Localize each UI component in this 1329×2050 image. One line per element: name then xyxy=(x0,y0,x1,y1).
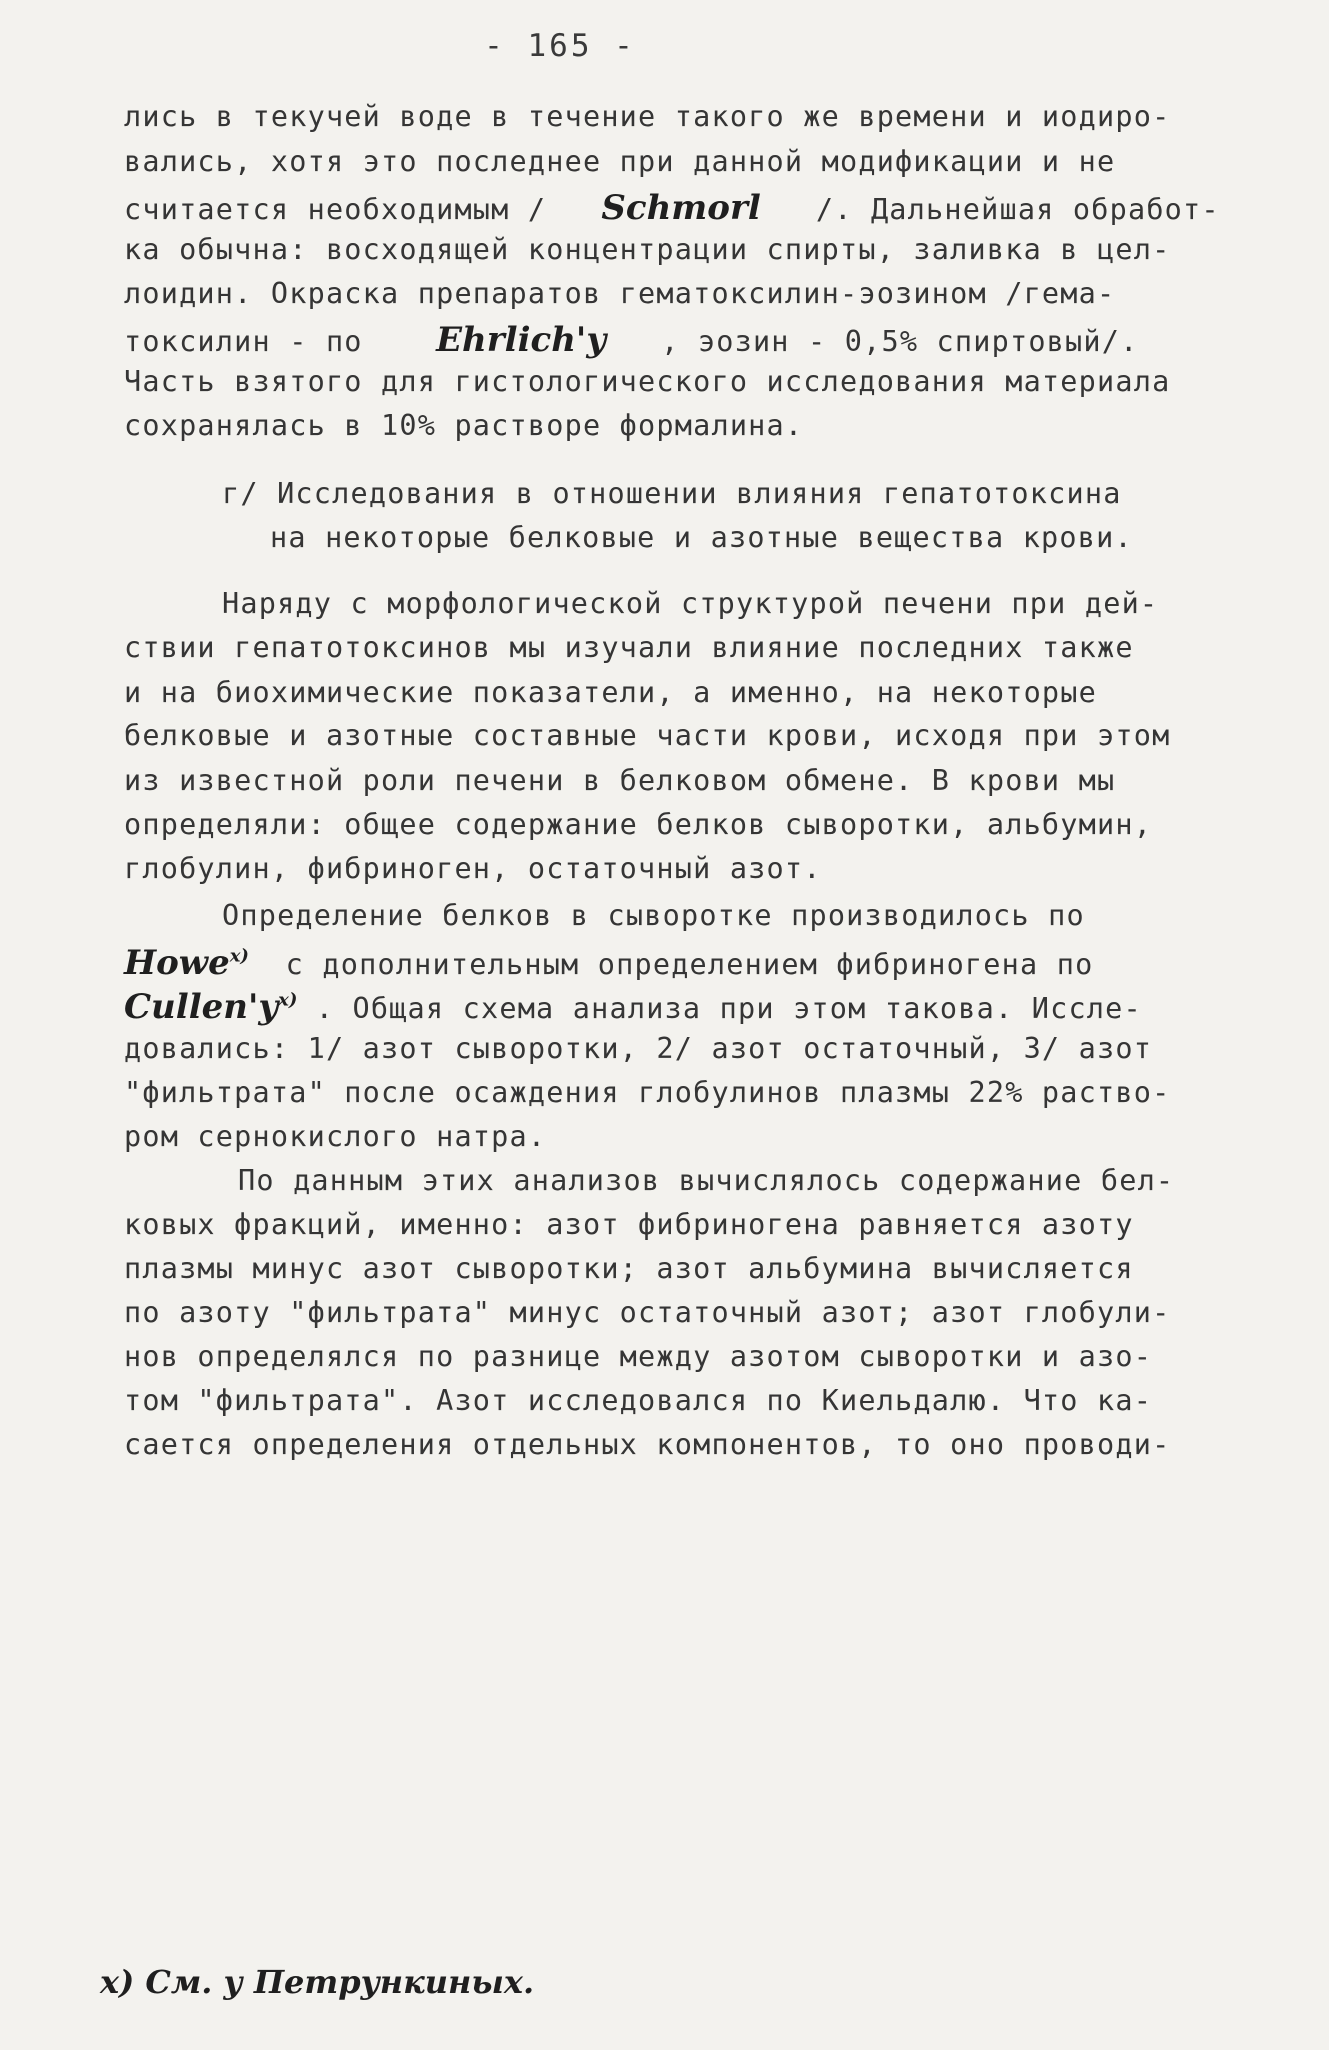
handwritten-howe: Howe$^{x)}$ xyxy=(124,943,249,983)
text-line: плазмы минус азот сыворотки; азот альбумина вычисляется xyxy=(124,1252,1134,1285)
text-line: том "фильтрата". Азот исследовался по Киельдалю. Что ка- xyxy=(124,1384,1153,1417)
text-fragment: /. Дальнейшая обработ- xyxy=(815,193,1220,226)
text-line xyxy=(124,943,1094,983)
text-line: и на биохимические показатели, а именно, на некоторые xyxy=(124,676,1097,709)
text-line: определяли: общее содержание белков сыворотки, альбумин, xyxy=(124,808,1153,841)
text-line: нов определялся по разнице между азотом сыворотки и азо- xyxy=(124,1340,1153,1373)
page-number: - 165 - xyxy=(484,28,636,64)
text-line: ковых фракций, именно: азот фибриногена равняется азоту xyxy=(124,1208,1134,1241)
section-heading-line: г/ Исследования в отношении влияния гепатотоксина xyxy=(222,477,1122,510)
text-line: лись в текучей воде в течение такого же времени и иодиро- xyxy=(124,100,1171,133)
text-line: "фильтрата" после осаждения глобулинов плазмы 22% раство- xyxy=(124,1076,1171,1109)
text-line: сается определения отдельных компонентов, то оно проводи- xyxy=(124,1428,1171,1461)
text-line: ром сернокислого натра. xyxy=(124,1120,547,1153)
text-line xyxy=(124,320,1139,360)
handwritten-ehrlich: Ehrlich'y xyxy=(436,320,607,360)
text-fragment: , эозин - 0,5% спиртовый/. xyxy=(661,325,1139,358)
text-line: глобулин, фибриноген, остаточный азот. xyxy=(124,852,822,885)
text-line: белковые и азотные составные части крови, исходя при этом xyxy=(124,719,1171,752)
text-line: ствии гепатотоксинов мы изучали влияние последних также xyxy=(124,631,1134,664)
text-line: Часть взятого для гистологического исследования материала xyxy=(124,365,1171,398)
section-heading-line: на некоторые белковые и азотные вещества крови. xyxy=(270,521,1133,554)
text-line: из известной роли печени в белковом обмене. В крови мы xyxy=(124,764,1116,797)
text-fragment: токсилин - по xyxy=(124,325,363,358)
footnote: x) См. у Петрункиных. xyxy=(100,1963,535,2001)
text-line: вались, хотя это последнее при данной модификации и не xyxy=(124,145,1116,178)
text-line: сохранялась в 10% растворе формалина. xyxy=(124,409,804,442)
text-line xyxy=(124,188,1220,228)
handwritten-cullen: $Cullen'y^{x)}$ xyxy=(124,987,298,1027)
text-line: Определение белков в сыворотке производилось по xyxy=(222,899,1085,932)
text-fragment: с дополнительным определением фибриногена по xyxy=(285,948,1094,981)
text-line: ка обычна: восходящей концентрации спирты, заливка в цел- xyxy=(124,233,1171,266)
text-line: По данным этих анализов вычислялось содержание бел- xyxy=(238,1164,1175,1197)
text-line: по азоту "фильтрата" минус остаточный азот; азот глобули- xyxy=(124,1296,1171,1329)
text-fragment: . Общая схема анализа при этом такова. Иссле- xyxy=(315,992,1142,1025)
text-line: Наряду с морфологической структурой печени при дей- xyxy=(222,587,1159,620)
handwritten-schmorl: Schmorl xyxy=(601,188,761,228)
text-line: довались: 1/ азот сыворотки, 2/ азот остаточный, 3/ азот xyxy=(124,1032,1153,1065)
text-line: лоидин. Окраска препаратов гематоксилин-эозином /гема- xyxy=(124,277,1116,310)
text-fragment: считается необходимым / xyxy=(124,193,547,226)
text-line xyxy=(124,987,1142,1027)
